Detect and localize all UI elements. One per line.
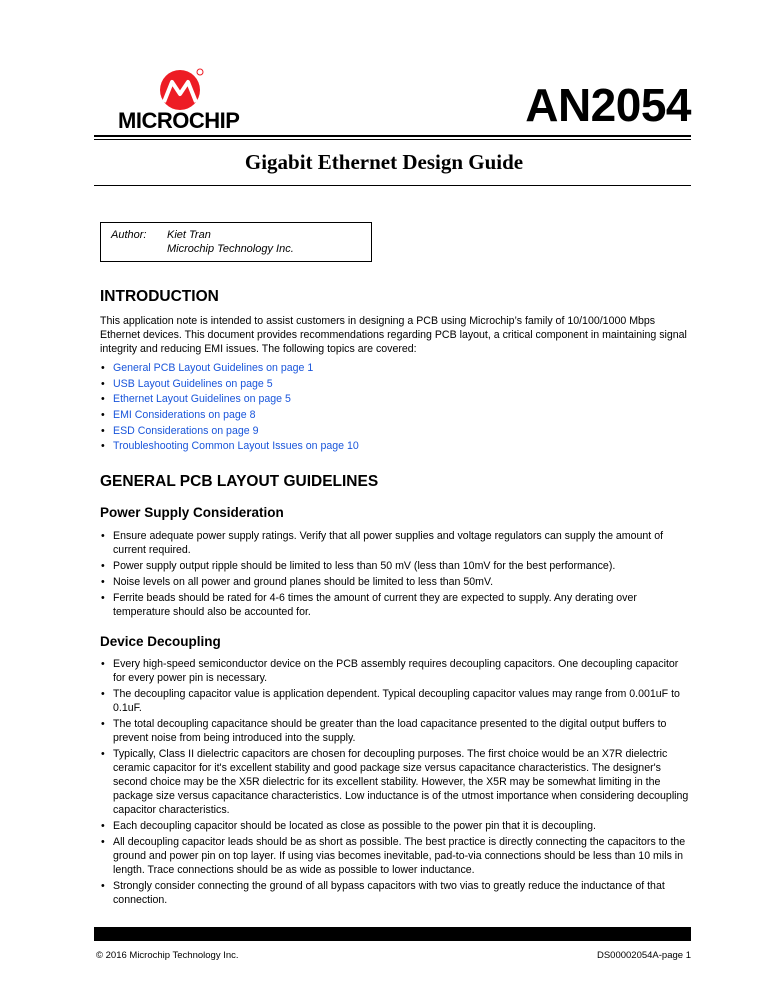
microchip-logo-icon [148, 64, 218, 110]
author-company: Microchip Technology Inc. [167, 243, 294, 255]
topic-list [100, 361, 692, 455]
microchip-logo [118, 64, 238, 134]
topic-link[interactable]: • General PCB Layout Guidelines on page 1 [100, 361, 692, 375]
topic-link[interactable]: • Ethernet Layout Guidelines on page 5 [100, 392, 692, 406]
list-item: • Noise levels on all power and ground planes should be limited to less than 50mV. [100, 575, 692, 589]
document-title: Gigabit Ethernet Design Guide [244, 150, 524, 174]
footer-page-number: DS00002054A-page 1 [596, 950, 691, 961]
general-heading: GENERAL PCB LAYOUT GUIDELINES [100, 473, 379, 490]
list-item: • Every high-speed semiconductor device on the PCB assembly requires decoupling capacitors. One decoupling capacitor for every power pin is necessary. [100, 657, 692, 685]
power-list [100, 529, 692, 621]
list-item: • Ensure adequate power supply ratings. Verify that all power supplies and voltage regulators can supply the amount of current required. [100, 529, 692, 557]
list-item: • Strongly consider connecting the ground of all bypass capacitors with two vias to greatly reduce the inductance of that connection. [100, 879, 692, 907]
list-item: • The decoupling capacitor value is application dependent. Typical decoupling capacitor values may range from 0.001uF to 0.1uF. [100, 687, 692, 715]
intro-paragraph: This application note is intended to assist customers in designing a PCB using Microchip’s family of 10/100/1000 Mbps Ethernet devices. This document provides recommendations regarding PCB layout, a critical component in maintaining signal integrity and reducing EMI issues. The following topics are covered: [100, 315, 687, 355]
topic-link[interactable]: • USB Layout Guidelines on page 5 [100, 377, 692, 391]
list-item: • Ferrite beads should be rated for 4-6 times the amount of current they are expected to supply. Any derating over temperature should also be accounted for. [100, 591, 692, 619]
title-rule [94, 185, 691, 186]
document-number: AN2054 [525, 79, 691, 131]
decoupling-list [100, 657, 692, 909]
footer-bar [94, 927, 691, 941]
header-rule-thin [94, 139, 691, 140]
author-name: Kiet Tran [167, 229, 211, 241]
header-rule [94, 135, 691, 137]
topic-link[interactable]: • ESD Considerations on page 9 [100, 424, 692, 438]
intro-heading: INTRODUCTION [100, 288, 219, 305]
brand-name: MICROCHIP [118, 108, 240, 133]
topic-link[interactable]: • EMI Considerations on page 8 [100, 408, 692, 422]
footer-copyright: © 2016 Microchip Technology Inc. [96, 950, 239, 961]
list-item: • Typically, Class II dielectric capacitors are chosen for decoupling purposes. The first choice would be an X7R dielectric ceramic capacitor for it's excellent stability and good package size versus capacitance characteristics. The designer's second choice may be the X5R dielectric for its excellent stability. However, the X5R may be somewhat limiting in the package size versus capacitance characteristics. Low inductance is of the utmost importance when considering decoupling capacitor characteristics. [100, 747, 692, 817]
list-item: • The total decoupling capacitance should be greater than the load capacitance presented to the digital output buffers to prevent noise from being introduced into the supply. [100, 717, 692, 745]
author-label: Author: [111, 229, 147, 241]
author-box [100, 222, 372, 262]
list-item: • All decoupling capacitor leads should be as short as possible. The best practice is directly connecting the capacitors to the ground and power pin on top layer. If using vias becomes inevitable, pad-to-via connections should be less than 10 mils in length. Trace connections should be as wide as possible to lower inductance. [100, 835, 692, 877]
list-item: • Power supply output ripple should be limited to less than 50 mV (less than 10mV for the best performance). [100, 559, 692, 573]
topic-link[interactable]: • Troubleshooting Common Layout Issues on page 10 [100, 439, 692, 453]
decoupling-heading: Device Decoupling [100, 634, 221, 649]
list-item: • Each decoupling capacitor should be located as close as possible to the power pin that it is decoupling. [100, 819, 692, 833]
power-heading: Power Supply Consideration [100, 505, 284, 520]
